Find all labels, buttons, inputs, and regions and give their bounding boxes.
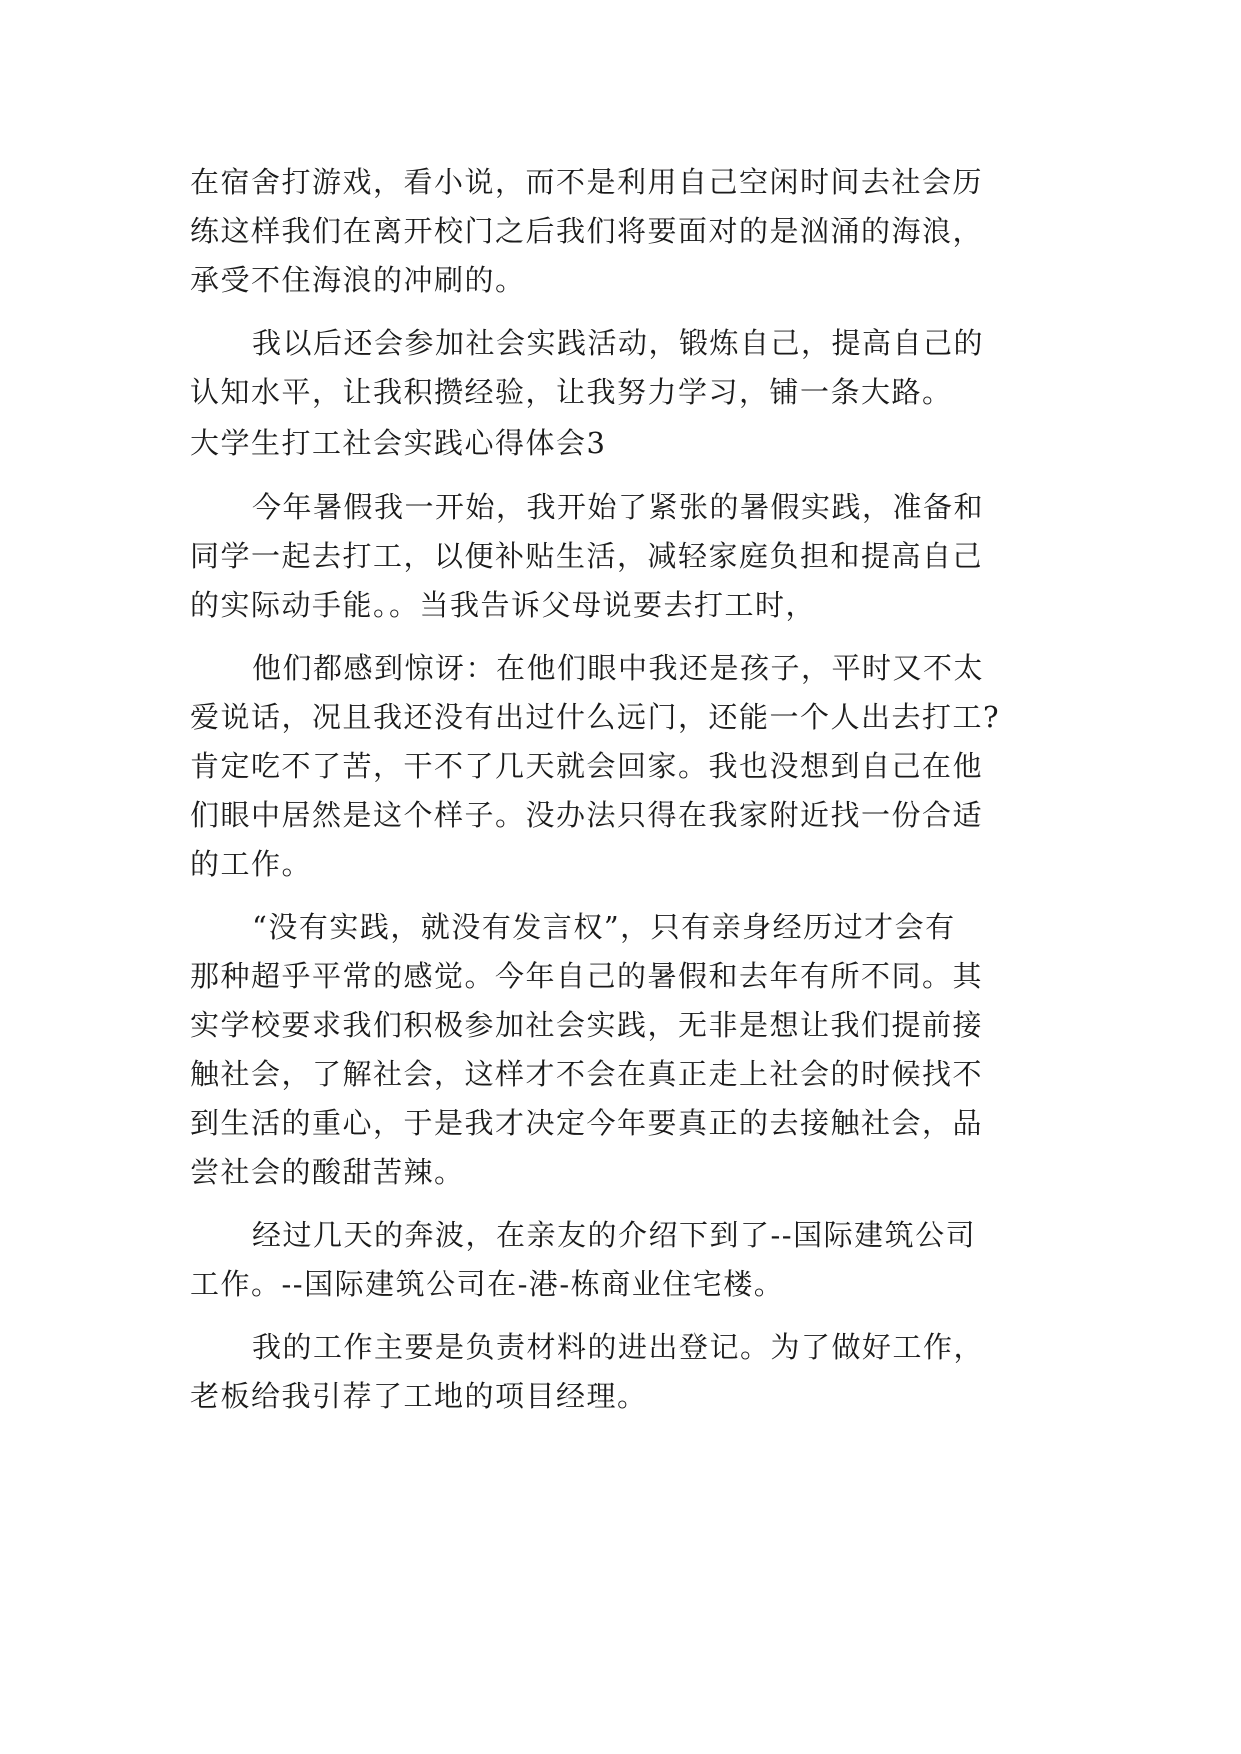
paragraph xyxy=(190,483,1070,630)
text-line: 在宿舍打游戏，看小说，而不是利用自己空闲时间去社会历 xyxy=(190,165,984,199)
text-line: 触社会，了解社会，这样才不会在真正走上社会的时候找不 xyxy=(190,1057,984,1091)
text-line: 的实际动手能。。当我告诉父母说要去打工时， xyxy=(190,588,817,622)
text-line: 到生活的重心，于是我才决定今年要真正的去接触社会，品 xyxy=(190,1106,984,1140)
text-line: 们眼中居然是这个样子。没办法只得在我家附近找一份合适 xyxy=(190,798,984,832)
text-line: 认知水平，让我积攒经验，让我努力学习，铺一条大路。 xyxy=(190,375,953,409)
text-line: 那种超乎平常的感觉。今年自己的暑假和去年有所不同。其 xyxy=(190,959,984,993)
paragraph xyxy=(190,644,1070,889)
text-line: 工作。--国际建筑公司在-港-栋商业住宅楼。 xyxy=(190,1267,785,1301)
text-line: 我以后还会参加社会实践活动，锻炼自己，提高自己的 xyxy=(252,326,985,360)
text-line: 老板给我引荐了工地的项目经理。 xyxy=(190,1379,648,1413)
section-heading xyxy=(190,417,1070,469)
text-line: 他们都感到惊讶：在他们眼中我还是孩子，平时又不太 xyxy=(252,651,985,685)
paragraph xyxy=(190,1323,1070,1421)
heading-text: 大学生打工社会实践心得体会3 xyxy=(190,426,607,460)
text-line: 同学一起去打工，以便补贴生活，减轻家庭负担和提高自己 xyxy=(190,539,984,573)
text-line: 尝社会的酸甜苦辣。 xyxy=(190,1155,465,1189)
document-body xyxy=(190,158,1070,1421)
text-line: 实学校要求我们积极参加社会实践，无非是想让我们提前接 xyxy=(190,1008,984,1042)
paragraph xyxy=(190,158,1070,305)
text-line: “没有实践，就没有发言权”，只有亲身经历过才会有 xyxy=(252,910,956,944)
paragraph xyxy=(190,903,1070,1197)
text-line: 爱说话，况且我还没有出过什么远门，还能一个人出去打工? xyxy=(190,700,1001,734)
paragraph xyxy=(190,319,1070,417)
text-line: 经过几天的奔波，在亲友的介绍下到了--国际建筑公司 xyxy=(252,1218,977,1252)
text-line: 练这样我们在离开校门之后我们将要面对的是汹涌的海浪， xyxy=(190,214,984,248)
text-line: 承受不住海浪的冲刷的。 xyxy=(190,263,526,297)
text-line: 今年暑假我一开始，我开始了紧张的暑假实践，准备和 xyxy=(252,490,985,524)
text-line: 我的工作主要是负责材料的进出登记。为了做好工作， xyxy=(252,1330,985,1364)
text-line: 肯定吃不了苦，干不了几天就会回家。我也没想到自己在他 xyxy=(190,749,984,783)
text-line: 的工作。 xyxy=(190,847,313,881)
paragraph xyxy=(190,1211,1070,1309)
